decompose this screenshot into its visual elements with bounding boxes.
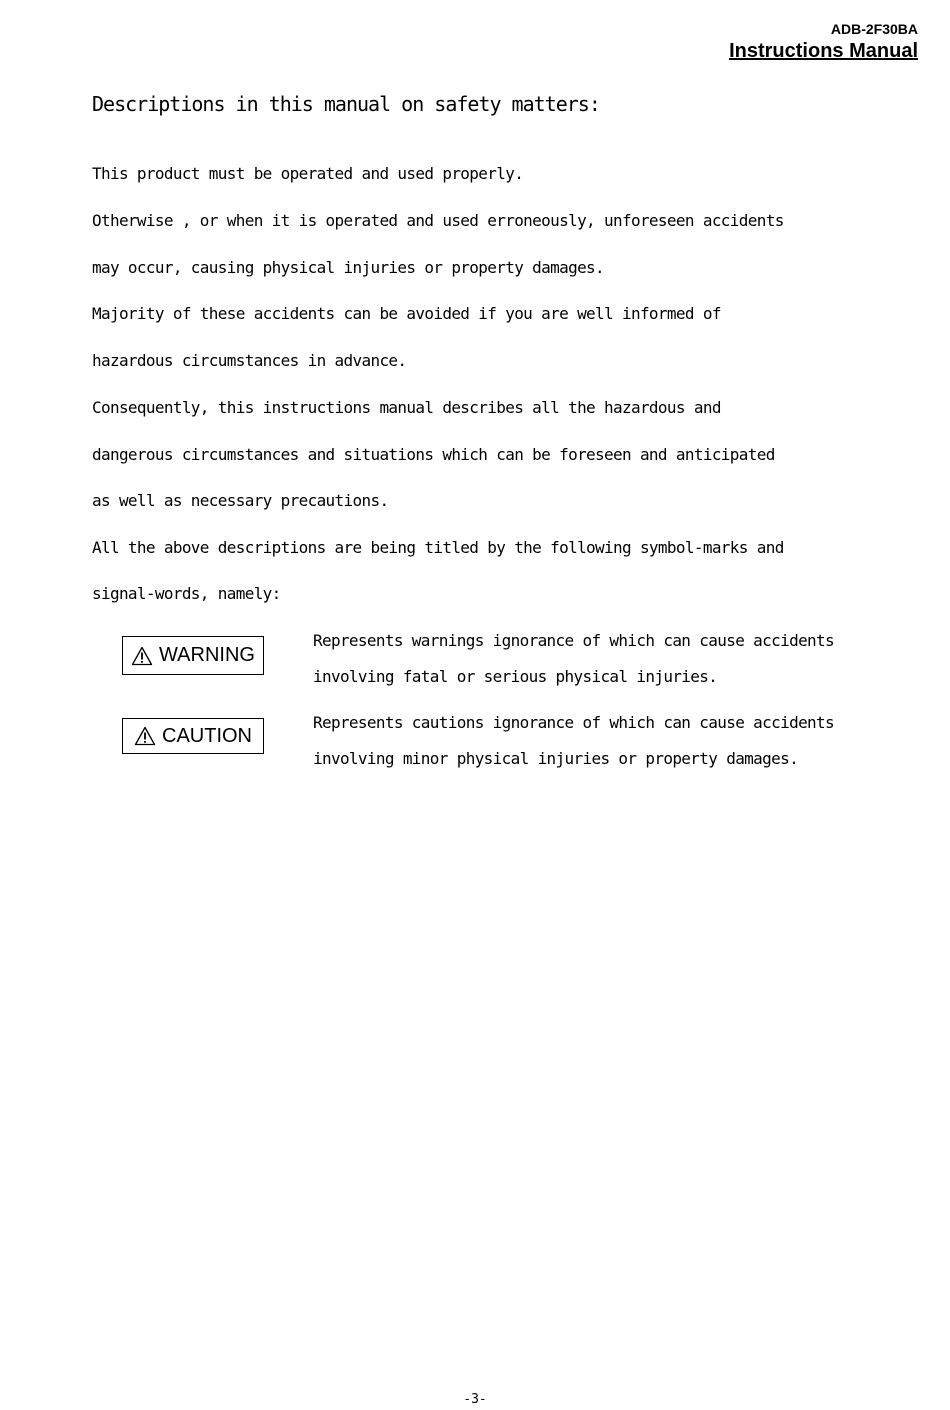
body-line: dangerous circumstances and situations which can be foreseen and anticipated: [92, 445, 775, 464]
body-line: as well as necessary precautions.: [92, 491, 389, 510]
body-line: hazardous circumstances in advance.: [92, 351, 407, 370]
body-line: All the above descriptions are being titled by the following symbol-marks and: [92, 538, 784, 557]
caution-description-line: involving minor physical injuries or property damages.: [313, 749, 799, 768]
page-number: -3-: [463, 1392, 487, 1407]
caution-signal-box: [122, 718, 264, 754]
warning-signal-box: [122, 636, 264, 675]
warning-triangle-icon: [131, 646, 153, 666]
section-heading: Descriptions in this manual on safety matters:: [92, 92, 600, 116]
warning-description-line: Represents warnings ignorance of which can cause accidents: [313, 631, 835, 650]
warning-description-line: involving fatal or serious physical injuries.: [313, 667, 718, 686]
warning-signal-word: WARNING: [159, 644, 255, 666]
body-line: This product must be operated and used properly.: [92, 164, 524, 183]
body-line: Otherwise , or when it is operated and used erroneously, unforeseen accidents: [92, 211, 784, 230]
caution-signal-word: CAUTION: [162, 724, 252, 747]
body-line: signal-words, namely:: [92, 584, 281, 603]
caution-description-line: Represents cautions ignorance of which can cause accidents: [313, 713, 835, 732]
body-line: Majority of these accidents can be avoided if you are well informed of: [92, 304, 721, 323]
body-line: may occur, causing physical injuries or property damages.: [92, 258, 605, 277]
model-number: ADB-2F30BA: [830, 21, 918, 37]
body-line: Consequently, this instructions manual describes all the hazardous and: [92, 398, 721, 417]
manual-title: Instructions Manual: [729, 40, 918, 62]
warning-triangle-icon: [134, 726, 156, 746]
